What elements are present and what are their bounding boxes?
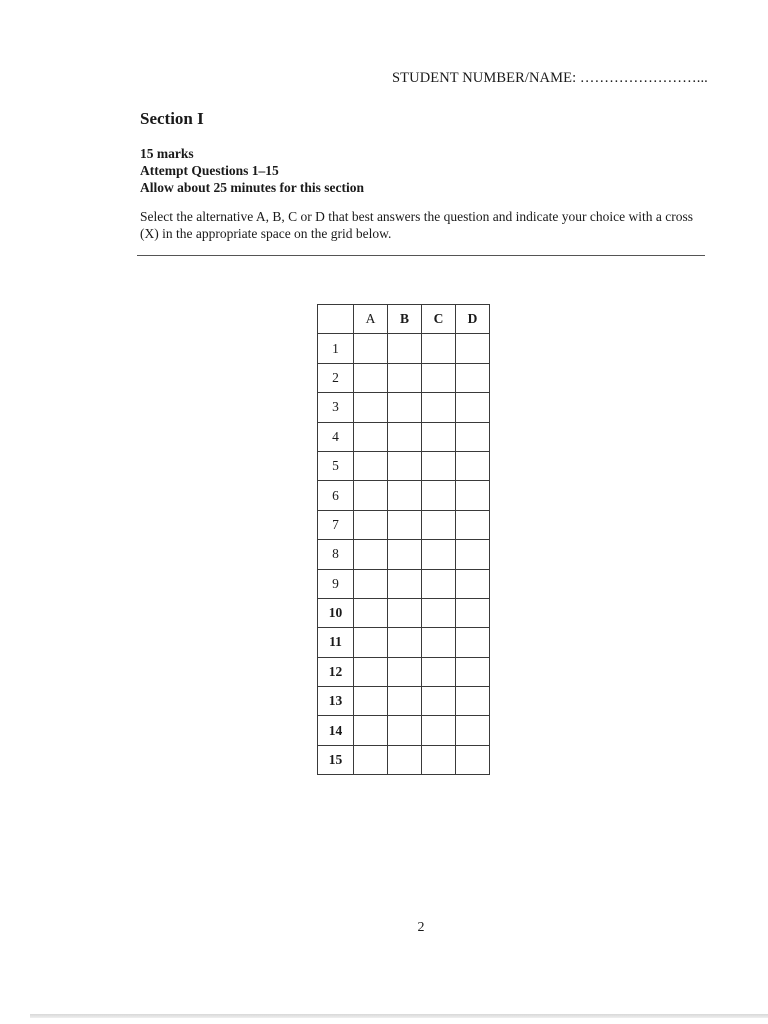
answer-cell-c[interactable] (422, 451, 456, 480)
question-number: 4 (318, 422, 354, 451)
question-number: 15 (318, 745, 354, 774)
answer-cell-b[interactable] (388, 540, 422, 569)
student-number-name-line: STUDENT NUMBER/NAME: ……………………... (392, 70, 708, 86)
answer-cell-a[interactable] (354, 745, 388, 774)
answer-cell-b[interactable] (388, 334, 422, 363)
answer-cell-c[interactable] (422, 598, 456, 627)
answer-cell-c[interactable] (422, 363, 456, 392)
question-number: 7 (318, 510, 354, 539)
answer-cell-c[interactable] (422, 657, 456, 686)
answer-cell-d[interactable] (456, 657, 490, 686)
question-number: 11 (318, 628, 354, 657)
answer-cell-b[interactable] (388, 657, 422, 686)
answer-cell-a[interactable] (354, 510, 388, 539)
attempt-text: Attempt Questions 1–15 (140, 163, 279, 178)
answer-cell-a[interactable] (354, 422, 388, 451)
answer-cell-d[interactable] (456, 422, 490, 451)
answer-cell-a[interactable] (354, 716, 388, 745)
question-number: 8 (318, 540, 354, 569)
answer-grid-row (318, 745, 490, 774)
answer-cell-d[interactable] (456, 598, 490, 627)
column-header-c: C (422, 305, 456, 334)
answer-cell-a[interactable] (354, 363, 388, 392)
answer-grid-row (318, 716, 490, 745)
answer-cell-c[interactable] (422, 628, 456, 657)
answer-cell-a[interactable] (354, 393, 388, 422)
answer-cell-d[interactable] (456, 451, 490, 480)
answer-cell-b[interactable] (388, 422, 422, 451)
page-number: 2 (417, 920, 425, 935)
question-number: 12 (318, 657, 354, 686)
question-number: 1 (318, 334, 354, 363)
answer-grid-row (318, 569, 490, 598)
answer-cell-b[interactable] (388, 569, 422, 598)
answer-cell-c[interactable] (422, 510, 456, 539)
answer-cell-a[interactable] (354, 657, 388, 686)
answer-cell-c[interactable] (422, 716, 456, 745)
answer-cell-d[interactable] (456, 628, 490, 657)
answer-grid-row (318, 598, 490, 627)
answer-cell-c[interactable] (422, 687, 456, 716)
marks-text: 15 marks (140, 146, 194, 161)
answer-cell-c[interactable] (422, 393, 456, 422)
answer-grid-row (318, 687, 490, 716)
horizontal-rule (137, 255, 705, 256)
column-header-b: B (388, 305, 422, 334)
answer-cell-b[interactable] (388, 481, 422, 510)
answer-cell-d[interactable] (456, 745, 490, 774)
scan-edge (30, 1014, 768, 1018)
column-header-d: D (456, 305, 490, 334)
answer-cell-a[interactable] (354, 598, 388, 627)
answer-cell-d[interactable] (456, 393, 490, 422)
answer-grid-row (318, 334, 490, 363)
answer-cell-a[interactable] (354, 334, 388, 363)
answer-cell-b[interactable] (388, 716, 422, 745)
answer-cell-b[interactable] (388, 393, 422, 422)
answer-cell-a[interactable] (354, 628, 388, 657)
answer-grid-row (318, 393, 490, 422)
answer-grid-row (318, 540, 490, 569)
instructions-text: Select the alternative A, B, C or D that best answers the question and indicate your choice with a cross (X) in the appropriate space on the grid below. (140, 209, 693, 241)
answer-cell-a[interactable] (354, 687, 388, 716)
answer-cell-b[interactable] (388, 598, 422, 627)
answer-cell-c[interactable] (422, 745, 456, 774)
section-meta (140, 145, 364, 196)
answer-grid-row (318, 628, 490, 657)
question-number: 9 (318, 569, 354, 598)
answer-cell-c[interactable] (422, 334, 456, 363)
answer-grid-row (318, 451, 490, 480)
answer-cell-a[interactable] (354, 540, 388, 569)
section-title: Section I (140, 109, 204, 128)
question-number: 10 (318, 598, 354, 627)
question-number: 6 (318, 481, 354, 510)
answer-cell-d[interactable] (456, 540, 490, 569)
column-header-a: A (354, 305, 388, 334)
answer-cell-c[interactable] (422, 569, 456, 598)
answer-cell-d[interactable] (456, 363, 490, 392)
answer-cell-c[interactable] (422, 422, 456, 451)
answer-cell-d[interactable] (456, 569, 490, 598)
answer-cell-a[interactable] (354, 569, 388, 598)
question-number: 13 (318, 687, 354, 716)
answer-grid-row (318, 422, 490, 451)
answer-cell-a[interactable] (354, 481, 388, 510)
answer-cell-b[interactable] (388, 510, 422, 539)
answer-cell-b[interactable] (388, 745, 422, 774)
answer-cell-b[interactable] (388, 628, 422, 657)
question-number: 14 (318, 716, 354, 745)
answer-cell-b[interactable] (388, 687, 422, 716)
answer-grid-row (318, 510, 490, 539)
answer-cell-d[interactable] (456, 334, 490, 363)
answer-cell-c[interactable] (422, 540, 456, 569)
answer-cell-c[interactable] (422, 481, 456, 510)
answer-grid-row (318, 657, 490, 686)
answer-cell-b[interactable] (388, 451, 422, 480)
answer-grid-row (318, 481, 490, 510)
answer-cell-d[interactable] (456, 481, 490, 510)
answer-cell-d[interactable] (456, 510, 490, 539)
answer-grid-row (318, 363, 490, 392)
answer-cell-b[interactable] (388, 363, 422, 392)
question-number: 2 (318, 363, 354, 392)
question-number: 3 (318, 393, 354, 422)
question-number: 5 (318, 451, 354, 480)
time-allowance-text: Allow about 25 minutes for this section (140, 180, 365, 195)
answer-grid-corner-cell (318, 305, 354, 334)
answer-grid (317, 304, 490, 775)
answer-grid-header-row (318, 305, 490, 334)
answer-cell-d[interactable] (456, 716, 490, 745)
answer-cell-a[interactable] (354, 451, 388, 480)
answer-cell-d[interactable] (456, 687, 490, 716)
